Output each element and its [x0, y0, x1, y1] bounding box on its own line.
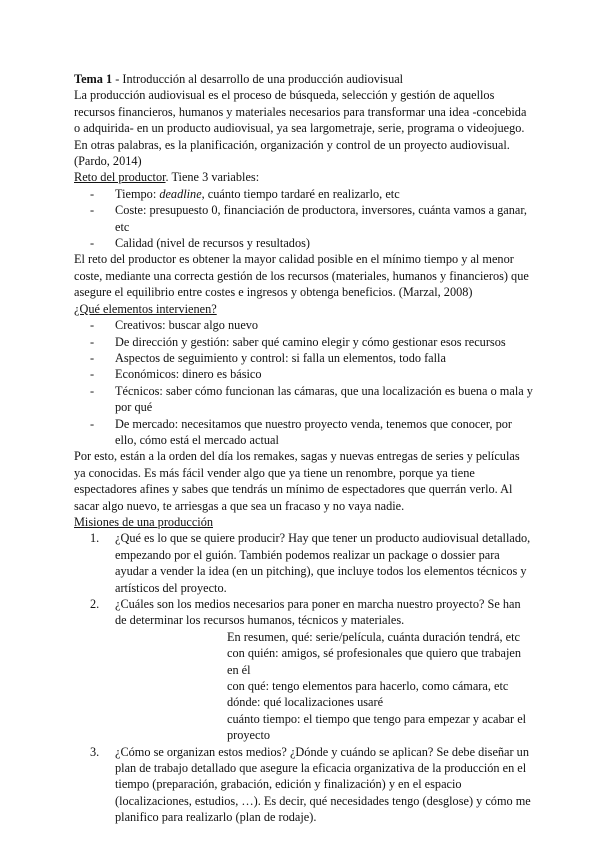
document-title: [74, 71, 534, 87]
dash-marker: -: [90, 350, 95, 365]
dash-marker: -: [90, 186, 95, 201]
elementos-heading: ¿Qué elementos intervienen?: [74, 301, 217, 316]
number-marker: 3.: [90, 744, 100, 759]
list-item: - Coste: presupuesto 0, financiación de productora, inversores, cuánta vamos a ganar, etc: [90, 203, 527, 234]
misiones-heading: Misiones de una producción: [74, 514, 213, 529]
document-body: [74, 71, 534, 826]
summary-item: cuánto tiempo: el tiempo que tengo para empezar y acabar el proyecto: [227, 711, 527, 743]
list-item: - Aspectos de seguimiento y control: si falla un elementos, todo falla: [90, 350, 446, 365]
list-item: 3. ¿Cómo se organizan estos medios? ¿Dónde y cuándo se aplican? Se debe diseñar un plan de trabajo detallado que asegure la eficacia organizativa de la producción en el tiempo (preparación, grabación, edición y finalización) y en el espacio (localizaciones, estudios, …). Es decir, qué necesidades tengo (desglose) y cómo me planifico para realizarlo (plan de rodaje).: [90, 744, 531, 825]
list-item: - Tiempo: deadline, cuánto tiempo tardaré en realizarlo, etc: [90, 186, 400, 201]
summary-item: dónde: qué localizaciones usaré: [227, 695, 384, 710]
dash-marker: -: [90, 334, 95, 349]
elementos-paragraph: Por esto, están a la orden del día los remakes, sagas y nuevas entregas de series y películas ya conocidas. Es más fácil vender algo que ya tiene un renombre, porque ya tiene espectadores afines y sabes que tendrás un mínimo de espectadores que querrán verlo. Al sacar algo nuevo, te arriesgas a que sea un fracaso y no vaya nadie.: [74, 449, 520, 513]
dash-marker: -: [90, 416, 95, 431]
summary-item: con quién: amigos, sé profesionales que quiero que trabajen en él: [227, 646, 522, 677]
summary-item: con qué: tengo elementos para hacerlo, como cámara, etc: [227, 679, 509, 694]
misiones-list: [74, 530, 534, 825]
list-item: - Calidad (nivel de recursos y resultados): [90, 236, 310, 251]
number-marker: 2.: [90, 597, 100, 611]
list-item: 2. ¿Cuáles son los medios necesarios para poner en marcha nuestro proyecto? Se han de determinar los recursos humanos, técnicos y materiales. En resumen, qué: serie/película, cuánta duración tendrá, etc con quién: amigos, sé profesionales que quiero que trabajen en él con qué: tengo elementos para hacerlo, como cámara, etc dónde: qué localizaciones usaré cuánto tiempo: el tiempo que tengo para empezar y acabar el proyecto: [74, 596, 534, 744]
list-item: - Creativos: buscar algo nuevo: [90, 318, 259, 333]
elementos-heading-line: [74, 301, 534, 317]
reto-paragraph: El reto del productor es obtener la mayor calidad posible en el mínimo tiempo y al menor coste, mediante una correcta gestión de los recursos (materiales, humanos y financieros) que asegure el equilibrio entre costes e ingresos y obtenga beneficios. (Marzal, 2008): [74, 252, 529, 300]
summary-list: [115, 629, 534, 744]
deadline-term: deadline: [159, 186, 202, 201]
list-item: - Económicos: dinero es básico: [90, 367, 262, 382]
list-item: 1. ¿Qué es lo que se quiere producir? Hay que tener un producto audiovisual detallado, empezando por el guión. También podemos realizar un package o dossier para ayudar a vender la idea (en un pitching), que incluye todos los elementos técnicos y artísticos del proyecto.: [90, 531, 531, 595]
number-marker: 1.: [90, 531, 100, 546]
misiones-heading-line: [74, 514, 534, 530]
reto-heading: Reto del productor: [74, 170, 166, 185]
dash-marker: -: [90, 383, 95, 398]
dash-marker: -: [90, 318, 95, 333]
intro-paragraph: La producción audiovisual es el proceso de búsqueda, selección y gestión de aquellos recursos financieros, humanos y materiales necesarios para transformar una idea -concebida o adquirida- en un producto audiovisual, ya sea largometraje, serie, programa o videojuego. En otras palabras, es la planificación, organización y control de un proyecto audiovisual. (Pardo, 2014): [74, 88, 527, 169]
list-item: - De mercado: necesitamos que nuestro proyecto venda, tenemos que conocer, por ello, cómo está el mercado actual: [90, 416, 512, 447]
reto-heading-suffix: . Tiene 3 variables:: [165, 170, 260, 185]
elementos-list: [74, 317, 534, 448]
reto-heading-line: [74, 169, 534, 185]
title-bold: Tema 1: [74, 72, 113, 86]
title-text: - Introducción al desarrollo de una producción audiovisual: [112, 72, 404, 86]
dash-marker: -: [90, 367, 95, 382]
dash-marker: -: [90, 236, 95, 251]
dash-marker: -: [90, 203, 95, 218]
summary-item: En resumen, qué: serie/película, cuánta duración tendrá, etc: [227, 629, 520, 644]
reto-list: [74, 186, 534, 252]
list-item: - De dirección y gestión: saber qué camino elegir y cómo gestionar esos recursos: [90, 334, 506, 349]
list-item: - Técnicos: saber cómo funcionan las cámaras, que una localización es buena o mala y por qué: [90, 383, 533, 415]
